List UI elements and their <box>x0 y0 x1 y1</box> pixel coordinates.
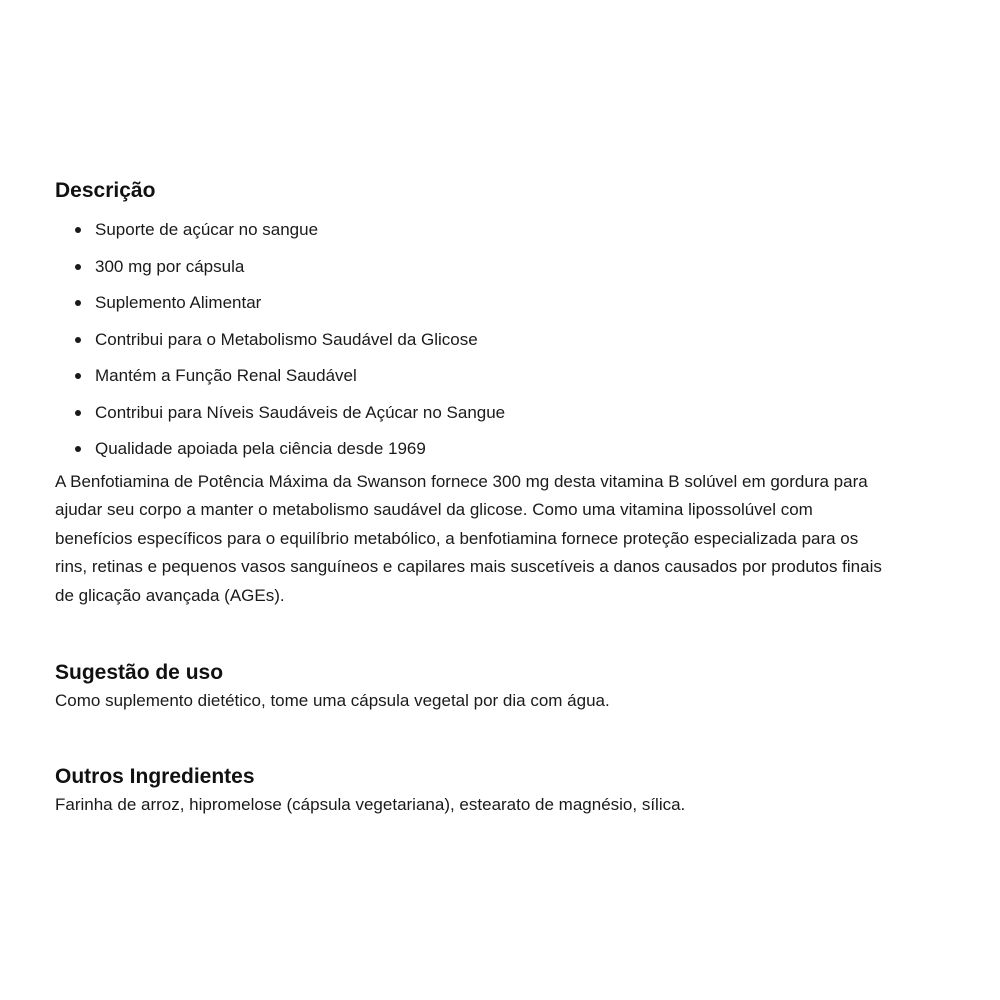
list-item <box>55 212 935 249</box>
description-paragraph-line: A Benfotiamina de Potência Máxima da Swanson fornece 300 mg desta vitamina B solúvel em gordura para <box>55 471 868 491</box>
bullet-dot-icon <box>75 227 81 233</box>
usage-title: Sugestão de uso <box>55 661 224 684</box>
description-paragraph-line: ajudar seu corpo a manter o metabolismo saudável da glicose. Como uma vitamina lipossolúvel com <box>55 500 813 519</box>
list-item <box>55 358 935 395</box>
list-item <box>55 285 935 322</box>
product-info-content <box>55 176 935 818</box>
list-item <box>55 249 935 286</box>
ingredients-title: Outros Ingredientes <box>55 765 255 788</box>
bullet-dot-icon <box>75 264 81 270</box>
bullet-dot-icon <box>75 337 81 343</box>
description-paragraph-line: benefícios específicos para o equilíbrio metabólico, a benfotiamina fornece proteção especializada para os <box>55 528 859 548</box>
ingredients-section <box>55 762 935 818</box>
usage-text: Como suplemento dietético, tome uma cápsula vegetal por dia com água. <box>55 691 610 710</box>
list-item-text: Contribui para Níveis Saudáveis de Açúcar no Sangue <box>95 402 506 422</box>
list-item-text: Suplemento Alimentar <box>95 293 262 312</box>
list-item-text: Qualidade apoiada pela ciência desde 1969 <box>95 439 426 458</box>
bullet-dot-icon <box>75 410 81 416</box>
list-item <box>55 395 935 432</box>
description-paragraph-line: de glicação avançada (AGEs). <box>55 585 285 605</box>
description-section <box>55 176 935 610</box>
description-bullet-list <box>55 212 935 468</box>
usage-section <box>55 658 935 714</box>
ingredients-text: Farinha de arroz, hipromelose (cápsula vegetariana), estearato de magnésio, sílica. <box>55 795 686 814</box>
list-item <box>55 431 935 468</box>
list-item <box>55 322 935 359</box>
list-item-text: 300 mg por cápsula <box>95 256 245 276</box>
description-paragraph <box>55 468 935 611</box>
bullet-dot-icon <box>75 446 81 452</box>
list-item-text: Contribui para o Metabolismo Saudável da Glicose <box>95 329 478 349</box>
bullet-dot-icon <box>75 300 81 306</box>
bullet-dot-icon <box>75 373 81 379</box>
list-item-text: Suporte de açúcar no sangue <box>95 220 319 239</box>
list-item-text: Mantém a Função Renal Saudável <box>95 366 357 385</box>
description-paragraph-line: rins, retinas e pequenos vasos sanguíneos e capilares mais suscetíveis a danos causados por produtos finais <box>55 557 882 576</box>
description-title: Descrição <box>55 179 156 202</box>
